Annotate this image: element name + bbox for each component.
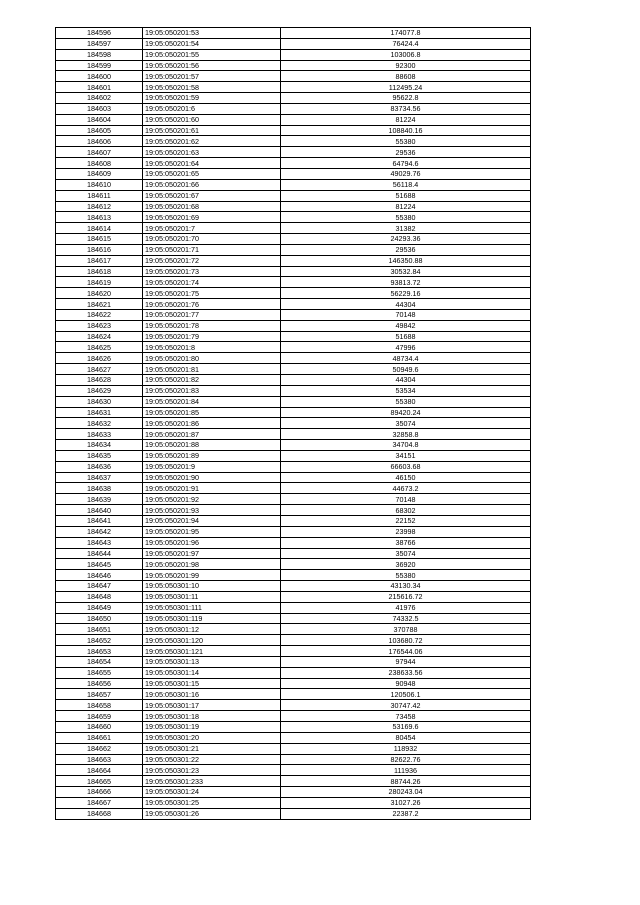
value-cell: 49029.76	[281, 168, 531, 179]
cadastral-number-cell: 19:05:050201:8	[143, 342, 281, 353]
table-body	[56, 28, 531, 820]
cadastral-number-cell: 19:05:050201:69	[143, 212, 281, 223]
value-cell: 34704.8	[281, 440, 531, 451]
cadastral-number-cell: 19:05:050301:111	[143, 602, 281, 613]
table-row	[56, 754, 531, 765]
cadastral-number-cell: 19:05:050201:60	[143, 114, 281, 125]
table-row	[56, 28, 531, 39]
cadastral-number-cell: 19:05:050301:10	[143, 581, 281, 592]
cadastral-number-cell: 19:05:050201:89	[143, 450, 281, 461]
row-id-cell: 184598	[56, 49, 143, 60]
cadastral-number-cell: 19:05:050201:96	[143, 537, 281, 548]
table-row	[56, 201, 531, 212]
row-id-cell: 184660	[56, 722, 143, 733]
row-id-cell: 184654	[56, 656, 143, 667]
row-id-cell: 184616	[56, 244, 143, 255]
cadastral-number-cell: 19:05:050201:72	[143, 255, 281, 266]
table-row	[56, 234, 531, 245]
row-id-cell: 184607	[56, 147, 143, 158]
table-row	[56, 125, 531, 136]
cadastral-number-cell: 19:05:050201:62	[143, 136, 281, 147]
row-id-cell: 184600	[56, 71, 143, 82]
cadastral-number-cell: 19:05:050201:55	[143, 49, 281, 60]
table-row	[56, 656, 531, 667]
table-row	[56, 776, 531, 787]
cadastral-number-cell: 19:05:050201:94	[143, 515, 281, 526]
cadastral-number-cell: 19:05:050201:79	[143, 331, 281, 342]
value-cell: 103006.8	[281, 49, 531, 60]
table-row	[56, 689, 531, 700]
cadastral-number-cell: 19:05:050301:11	[143, 591, 281, 602]
row-id-cell: 184665	[56, 776, 143, 787]
value-cell: 280243.04	[281, 787, 531, 798]
row-id-cell: 184621	[56, 299, 143, 310]
table-row	[56, 407, 531, 418]
cadastral-number-cell: 19:05:050301:12	[143, 624, 281, 635]
cadastral-number-cell: 19:05:050201:91	[143, 483, 281, 494]
value-cell: 112495.24	[281, 82, 531, 93]
value-cell: 56118.4	[281, 179, 531, 190]
value-cell: 49842	[281, 320, 531, 331]
table-row	[56, 418, 531, 429]
value-cell: 55380	[281, 396, 531, 407]
row-id-cell: 184608	[56, 158, 143, 169]
cadastral-number-cell: 19:05:050201:74	[143, 277, 281, 288]
value-cell: 55380	[281, 212, 531, 223]
row-id-cell: 184641	[56, 515, 143, 526]
table-row	[56, 732, 531, 743]
cadastral-number-cell: 19:05:050201:81	[143, 364, 281, 375]
row-id-cell: 184652	[56, 635, 143, 646]
cadastral-number-cell: 19:05:050301:18	[143, 711, 281, 722]
row-id-cell: 184605	[56, 125, 143, 136]
value-cell: 92300	[281, 60, 531, 71]
cadastral-number-cell: 19:05:050201:59	[143, 93, 281, 104]
table-row	[56, 743, 531, 754]
value-cell: 83734.56	[281, 103, 531, 114]
value-cell: 22387.2	[281, 808, 531, 819]
row-id-cell: 184658	[56, 700, 143, 711]
cadastral-number-cell: 19:05:050201:99	[143, 570, 281, 581]
cadastral-number-cell: 19:05:050201:73	[143, 266, 281, 277]
value-cell: 120506.1	[281, 689, 531, 700]
value-cell: 53534	[281, 385, 531, 396]
row-id-cell: 184629	[56, 385, 143, 396]
table-row	[56, 396, 531, 407]
table-row	[56, 624, 531, 635]
cadastral-number-cell: 19:05:050201:77	[143, 309, 281, 320]
value-cell: 88744.26	[281, 776, 531, 787]
row-id-cell: 184646	[56, 570, 143, 581]
table-row	[56, 450, 531, 461]
table-row	[56, 635, 531, 646]
row-id-cell: 184635	[56, 450, 143, 461]
table-row	[56, 168, 531, 179]
table-row	[56, 299, 531, 310]
row-id-cell: 184627	[56, 364, 143, 375]
value-cell: 47996	[281, 342, 531, 353]
table-row	[56, 223, 531, 234]
data-table-sheet	[55, 27, 531, 820]
value-cell: 93813.72	[281, 277, 531, 288]
cadastral-number-cell: 19:05:050201:56	[143, 60, 281, 71]
value-cell: 46150	[281, 472, 531, 483]
cadastral-number-cell: 19:05:050301:16	[143, 689, 281, 700]
row-id-cell: 184649	[56, 602, 143, 613]
row-id-cell: 184657	[56, 689, 143, 700]
value-cell: 29536	[281, 244, 531, 255]
table-row	[56, 722, 531, 733]
row-id-cell: 184620	[56, 288, 143, 299]
table-row	[56, 472, 531, 483]
value-cell: 41976	[281, 602, 531, 613]
row-id-cell: 184626	[56, 353, 143, 364]
row-id-cell: 184637	[56, 472, 143, 483]
cadastral-number-cell: 19:05:050301:19	[143, 722, 281, 733]
value-cell: 90948	[281, 678, 531, 689]
row-id-cell: 184636	[56, 461, 143, 472]
table-row	[56, 114, 531, 125]
table-row	[56, 71, 531, 82]
value-cell: 68302	[281, 505, 531, 516]
value-cell: 81224	[281, 114, 531, 125]
value-cell: 24293.36	[281, 234, 531, 245]
table-row	[56, 646, 531, 657]
cadastral-number-cell: 19:05:050201:82	[143, 375, 281, 386]
cadastral-number-cell: 19:05:050201:92	[143, 494, 281, 505]
row-id-cell: 184644	[56, 548, 143, 559]
cadastral-number-cell: 19:05:050201:65	[143, 168, 281, 179]
table-row	[56, 613, 531, 624]
cadastral-number-cell: 19:05:050201:54	[143, 38, 281, 49]
cadastral-number-cell: 19:05:050201:90	[143, 472, 281, 483]
cadastral-number-cell: 19:05:050301:26	[143, 808, 281, 819]
table-row	[56, 667, 531, 678]
row-id-cell: 184661	[56, 732, 143, 743]
cadastral-number-cell: 19:05:050201:58	[143, 82, 281, 93]
cadastral-number-cell: 19:05:050301:121	[143, 646, 281, 657]
cadastral-number-cell: 19:05:050201:68	[143, 201, 281, 212]
value-cell: 108840.16	[281, 125, 531, 136]
table-row	[56, 38, 531, 49]
row-id-cell: 184640	[56, 505, 143, 516]
cadastral-number-cell: 19:05:050201:86	[143, 418, 281, 429]
data-table	[55, 27, 531, 820]
cadastral-number-cell: 19:05:050301:14	[143, 667, 281, 678]
cadastral-number-cell: 19:05:050301:24	[143, 787, 281, 798]
table-row	[56, 103, 531, 114]
row-id-cell: 184651	[56, 624, 143, 635]
table-row	[56, 136, 531, 147]
cadastral-number-cell: 19:05:050301:15	[143, 678, 281, 689]
value-cell: 81224	[281, 201, 531, 212]
table-row	[56, 765, 531, 776]
cadastral-number-cell: 19:05:050301:20	[143, 732, 281, 743]
table-row	[56, 60, 531, 71]
table-row	[56, 678, 531, 689]
row-id-cell: 184630	[56, 396, 143, 407]
table-row	[56, 787, 531, 798]
row-id-cell: 184653	[56, 646, 143, 657]
table-row	[56, 49, 531, 60]
value-cell: 66603.68	[281, 461, 531, 472]
value-cell: 51688	[281, 331, 531, 342]
value-cell: 103680.72	[281, 635, 531, 646]
table-row	[56, 711, 531, 722]
cadastral-number-cell: 19:05:050201:85	[143, 407, 281, 418]
value-cell: 29536	[281, 147, 531, 158]
row-id-cell: 184631	[56, 407, 143, 418]
row-id-cell: 184643	[56, 537, 143, 548]
cadastral-number-cell: 19:05:050201:63	[143, 147, 281, 158]
value-cell: 34151	[281, 450, 531, 461]
cadastral-number-cell: 19:05:050201:9	[143, 461, 281, 472]
table-row	[56, 179, 531, 190]
value-cell: 31027.26	[281, 797, 531, 808]
cadastral-number-cell: 19:05:050301:13	[143, 656, 281, 667]
table-row	[56, 570, 531, 581]
table-row	[56, 461, 531, 472]
row-id-cell: 184645	[56, 559, 143, 570]
row-id-cell: 184632	[56, 418, 143, 429]
row-id-cell: 184606	[56, 136, 143, 147]
value-cell: 44673.2	[281, 483, 531, 494]
row-id-cell: 184596	[56, 28, 143, 39]
table-row	[56, 385, 531, 396]
value-cell: 44304	[281, 375, 531, 386]
table-row	[56, 353, 531, 364]
table-row	[56, 505, 531, 516]
row-id-cell: 184599	[56, 60, 143, 71]
row-id-cell: 184618	[56, 266, 143, 277]
row-id-cell: 184617	[56, 255, 143, 266]
row-id-cell: 184662	[56, 743, 143, 754]
value-cell: 22152	[281, 515, 531, 526]
row-id-cell: 184612	[56, 201, 143, 212]
table-row	[56, 591, 531, 602]
cadastral-number-cell: 19:05:050201:78	[143, 320, 281, 331]
value-cell: 43130.34	[281, 581, 531, 592]
table-row	[56, 342, 531, 353]
table-row	[56, 494, 531, 505]
table-row	[56, 212, 531, 223]
table-row	[56, 158, 531, 169]
row-id-cell: 184642	[56, 526, 143, 537]
row-id-cell: 184610	[56, 179, 143, 190]
cadastral-number-cell: 19:05:050301:17	[143, 700, 281, 711]
value-cell: 30747.42	[281, 700, 531, 711]
row-id-cell: 184614	[56, 223, 143, 234]
value-cell: 370788	[281, 624, 531, 635]
row-id-cell: 184611	[56, 190, 143, 201]
table-row	[56, 244, 531, 255]
table-row	[56, 483, 531, 494]
row-id-cell: 184604	[56, 114, 143, 125]
value-cell: 48734.4	[281, 353, 531, 364]
table-row	[56, 93, 531, 104]
row-id-cell: 184602	[56, 93, 143, 104]
row-id-cell: 184634	[56, 440, 143, 451]
value-cell: 50949.6	[281, 364, 531, 375]
cadastral-number-cell: 19:05:050301:23	[143, 765, 281, 776]
value-cell: 56229.16	[281, 288, 531, 299]
table-row	[56, 602, 531, 613]
row-id-cell: 184624	[56, 331, 143, 342]
row-id-cell: 184639	[56, 494, 143, 505]
value-cell: 80454	[281, 732, 531, 743]
cadastral-number-cell: 19:05:050201:61	[143, 125, 281, 136]
table-row	[56, 429, 531, 440]
row-id-cell: 184603	[56, 103, 143, 114]
value-cell: 118932	[281, 743, 531, 754]
table-row	[56, 190, 531, 201]
cadastral-number-cell: 19:05:050201:57	[143, 71, 281, 82]
row-id-cell: 184625	[56, 342, 143, 353]
value-cell: 55380	[281, 136, 531, 147]
cadastral-number-cell: 19:05:050301:21	[143, 743, 281, 754]
table-row	[56, 147, 531, 158]
row-id-cell: 184666	[56, 787, 143, 798]
cadastral-number-cell: 19:05:050201:70	[143, 234, 281, 245]
table-row	[56, 797, 531, 808]
table-row	[56, 255, 531, 266]
value-cell: 70148	[281, 494, 531, 505]
row-id-cell: 184619	[56, 277, 143, 288]
row-id-cell: 184648	[56, 591, 143, 602]
table-row	[56, 548, 531, 559]
value-cell: 215616.72	[281, 591, 531, 602]
value-cell: 238633.56	[281, 667, 531, 678]
table-row	[56, 266, 531, 277]
cadastral-number-cell: 19:05:050201:97	[143, 548, 281, 559]
row-id-cell: 184647	[56, 581, 143, 592]
row-id-cell: 184633	[56, 429, 143, 440]
cadastral-number-cell: 19:05:050201:76	[143, 299, 281, 310]
cadastral-number-cell: 19:05:050201:95	[143, 526, 281, 537]
value-cell: 73458	[281, 711, 531, 722]
table-row	[56, 808, 531, 819]
table-row	[56, 515, 531, 526]
value-cell: 55380	[281, 570, 531, 581]
cadastral-number-cell: 19:05:050201:80	[143, 353, 281, 364]
table-row	[56, 559, 531, 570]
value-cell: 111936	[281, 765, 531, 776]
row-id-cell: 184659	[56, 711, 143, 722]
cadastral-number-cell: 19:05:050201:84	[143, 396, 281, 407]
row-id-cell: 184650	[56, 613, 143, 624]
value-cell: 95622.8	[281, 93, 531, 104]
value-cell: 82622.76	[281, 754, 531, 765]
table-row	[56, 82, 531, 93]
value-cell: 174077.8	[281, 28, 531, 39]
table-row	[56, 581, 531, 592]
value-cell: 30532.84	[281, 266, 531, 277]
value-cell: 44304	[281, 299, 531, 310]
row-id-cell: 184664	[56, 765, 143, 776]
table-row	[56, 526, 531, 537]
value-cell: 74332.5	[281, 613, 531, 624]
row-id-cell: 184628	[56, 375, 143, 386]
cadastral-number-cell: 19:05:050201:6	[143, 103, 281, 114]
table-row	[56, 277, 531, 288]
row-id-cell: 184622	[56, 309, 143, 320]
row-id-cell: 184656	[56, 678, 143, 689]
value-cell: 64794.6	[281, 158, 531, 169]
cadastral-number-cell: 19:05:050301:233	[143, 776, 281, 787]
cadastral-number-cell: 19:05:050201:53	[143, 28, 281, 39]
table-row	[56, 364, 531, 375]
value-cell: 53169.6	[281, 722, 531, 733]
cadastral-number-cell: 19:05:050201:98	[143, 559, 281, 570]
row-id-cell: 184615	[56, 234, 143, 245]
value-cell: 35074	[281, 548, 531, 559]
value-cell: 146350.88	[281, 255, 531, 266]
row-id-cell: 184609	[56, 168, 143, 179]
row-id-cell: 184655	[56, 667, 143, 678]
table-row	[56, 440, 531, 451]
cadastral-number-cell: 19:05:050301:25	[143, 797, 281, 808]
value-cell: 70148	[281, 309, 531, 320]
cadastral-number-cell: 19:05:050201:64	[143, 158, 281, 169]
cadastral-number-cell: 19:05:050301:119	[143, 613, 281, 624]
table-row	[56, 288, 531, 299]
row-id-cell: 184667	[56, 797, 143, 808]
value-cell: 23998	[281, 526, 531, 537]
table-row	[56, 320, 531, 331]
table-row	[56, 700, 531, 711]
cadastral-number-cell: 19:05:050301:120	[143, 635, 281, 646]
cadastral-number-cell: 19:05:050201:83	[143, 385, 281, 396]
cadastral-number-cell: 19:05:050201:87	[143, 429, 281, 440]
value-cell: 89420.24	[281, 407, 531, 418]
row-id-cell: 184601	[56, 82, 143, 93]
value-cell: 97944	[281, 656, 531, 667]
cadastral-number-cell: 19:05:050201:66	[143, 179, 281, 190]
value-cell: 31382	[281, 223, 531, 234]
row-id-cell: 184663	[56, 754, 143, 765]
value-cell: 38766	[281, 537, 531, 548]
cadastral-number-cell: 19:05:050301:22	[143, 754, 281, 765]
value-cell: 35074	[281, 418, 531, 429]
table-row	[56, 537, 531, 548]
cadastral-number-cell: 19:05:050201:7	[143, 223, 281, 234]
table-row	[56, 375, 531, 386]
row-id-cell: 184597	[56, 38, 143, 49]
value-cell: 76424.4	[281, 38, 531, 49]
cadastral-number-cell: 19:05:050201:71	[143, 244, 281, 255]
row-id-cell: 184668	[56, 808, 143, 819]
value-cell: 32858.8	[281, 429, 531, 440]
cadastral-number-cell: 19:05:050201:67	[143, 190, 281, 201]
cadastral-number-cell: 19:05:050201:93	[143, 505, 281, 516]
value-cell: 36920	[281, 559, 531, 570]
cadastral-number-cell: 19:05:050201:75	[143, 288, 281, 299]
value-cell: 51688	[281, 190, 531, 201]
table-row	[56, 331, 531, 342]
value-cell: 176544.06	[281, 646, 531, 657]
row-id-cell: 184638	[56, 483, 143, 494]
cadastral-number-cell: 19:05:050201:88	[143, 440, 281, 451]
row-id-cell: 184623	[56, 320, 143, 331]
table-row	[56, 309, 531, 320]
row-id-cell: 184613	[56, 212, 143, 223]
value-cell: 88608	[281, 71, 531, 82]
